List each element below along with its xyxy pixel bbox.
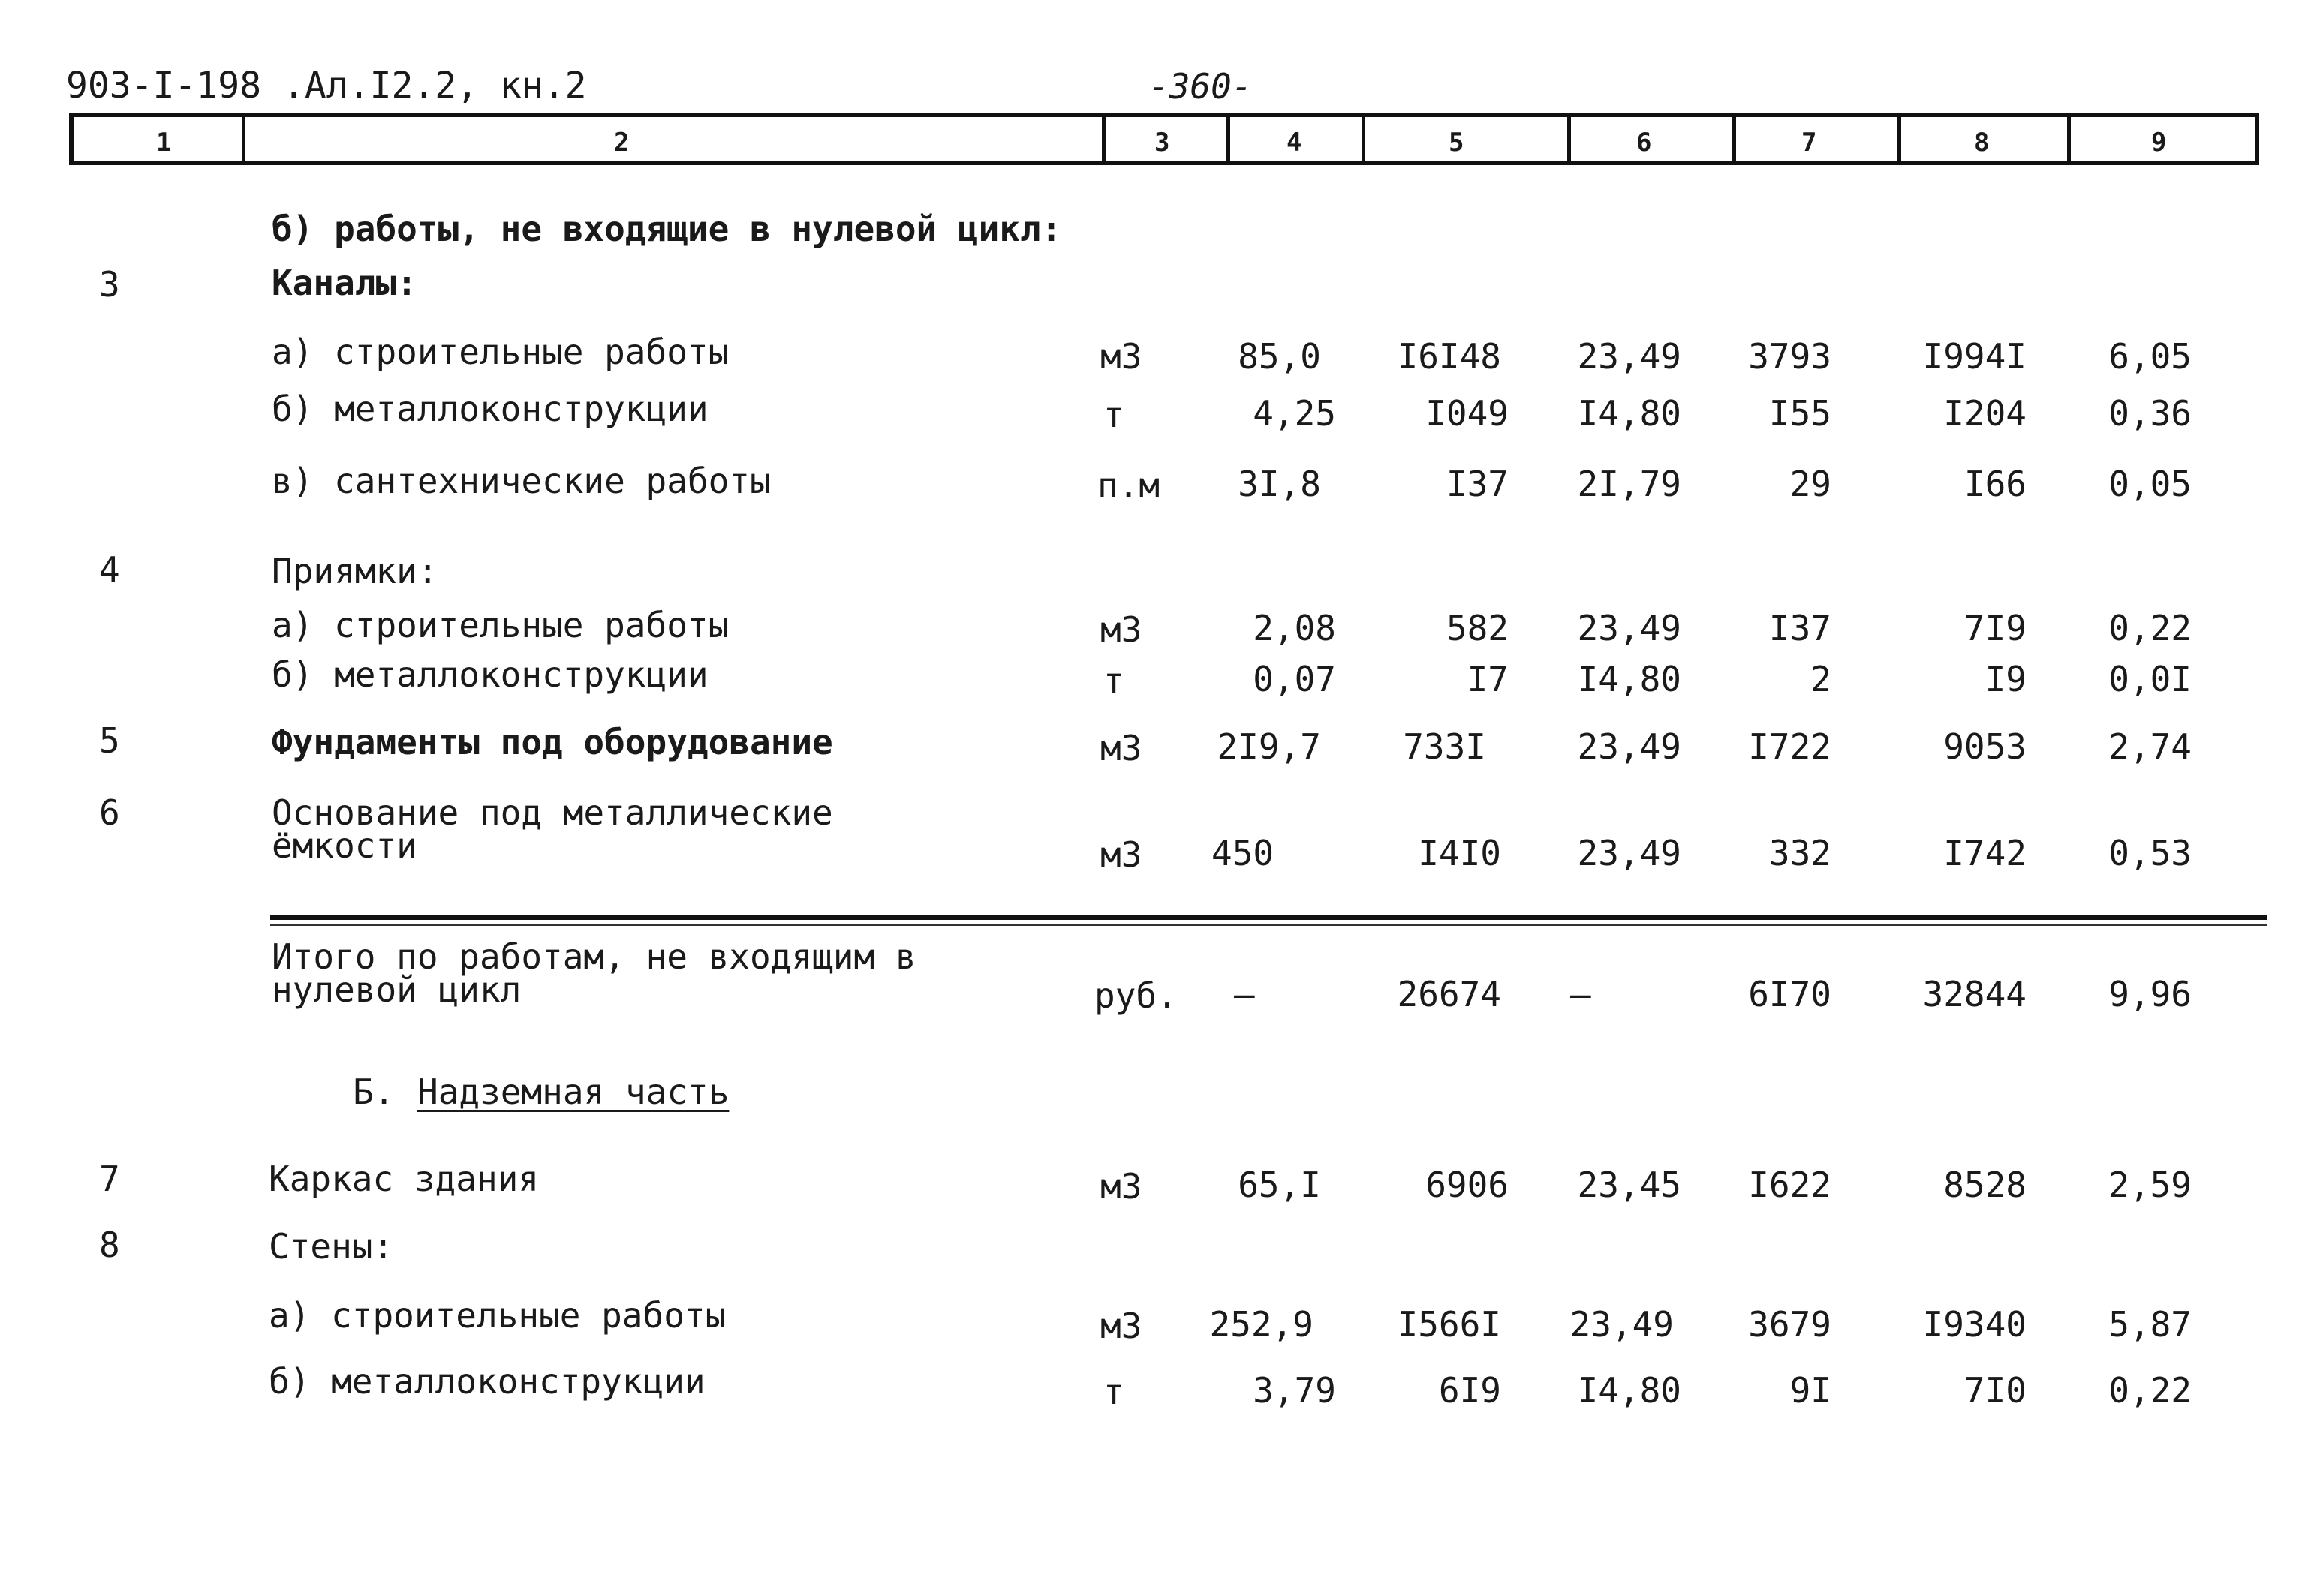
row-unit: т	[1103, 395, 1124, 435]
row-percent: 0,53	[2108, 833, 2192, 873]
row-addition: 3679	[1748, 1304, 1831, 1345]
row-percent: 0,0I	[2108, 659, 2192, 699]
row-total: I9	[1985, 659, 2027, 699]
row-number: 8	[99, 1225, 120, 1265]
column-number: 3	[1154, 128, 1170, 158]
row-addition: I722	[1748, 726, 1831, 767]
row-total: I66	[1963, 464, 2027, 504]
row-quantity: 3I,8	[1238, 464, 1321, 504]
row-addition: I37	[1768, 608, 1831, 648]
row-number: 5	[99, 720, 120, 761]
row-number: 7	[99, 1159, 120, 1199]
row-cost: 6I9	[1438, 1370, 1501, 1411]
row-name: а) строительные работы	[272, 332, 730, 372]
page-number: -360-	[1148, 66, 1253, 107]
row-coefficient: 23,49	[1577, 726, 1681, 767]
row-cost: I7	[1467, 659, 1509, 699]
row-number: 6	[99, 792, 120, 833]
row-name: б) металлоконструкции	[272, 654, 709, 695]
row-name: а) строительные работы	[269, 1295, 727, 1336]
row-unit: м3	[1100, 728, 1142, 768]
row-addition: I622	[1748, 1165, 1831, 1205]
row-unit: м3	[1100, 834, 1142, 875]
row-coefficient: 23,49	[1577, 608, 1681, 648]
row-quantity: 85,0	[1238, 336, 1321, 377]
row-quantity: 0,07	[1253, 659, 1336, 699]
row-unit: т	[1103, 660, 1124, 701]
row-name: б) металлоконструкции	[269, 1361, 706, 1402]
row-coefficient: 2I,79	[1577, 464, 1681, 504]
total-coefficient: –	[1570, 974, 1591, 1014]
row-quantity: 2I9,7	[1217, 726, 1321, 767]
document-code: 903-I-198 .Ал.I2.2, кн.2	[66, 65, 587, 107]
row-percent: 0,05	[2108, 464, 2192, 504]
total-cost: 26674	[1397, 974, 1501, 1014]
row-cost: I37	[1446, 464, 1509, 504]
row-coefficient: 23,49	[1569, 1304, 1674, 1345]
row-cost: I4I0	[1418, 833, 1501, 873]
row-cost: I6I48	[1397, 336, 1501, 377]
row-addition: 332	[1768, 833, 1831, 873]
part-prefix: Б.	[353, 1072, 395, 1112]
row-name: Приямки:	[272, 551, 438, 591]
column-number: 5	[1449, 128, 1464, 158]
row-name: Стены:	[269, 1226, 394, 1267]
column-number: 8	[1974, 128, 1990, 158]
row-coefficient: 23,49	[1577, 336, 1681, 377]
row-coefficient: I4,80	[1577, 1370, 1681, 1411]
part-title: Надземная часть	[417, 1072, 730, 1112]
row-unit: т	[1103, 1372, 1124, 1412]
row-percent: 0,22	[2108, 1370, 2192, 1411]
total-divider-thin	[270, 924, 2267, 926]
row-percent: 0,36	[2108, 393, 2192, 434]
row-quantity: 4,25	[1253, 393, 1336, 434]
row-number: 3	[99, 264, 120, 305]
row-addition: 2	[1810, 659, 1831, 699]
row-unit: м3	[1100, 336, 1142, 377]
column-number: 6	[1636, 128, 1652, 158]
row-name: Фундаменты под оборудование	[272, 722, 833, 762]
total-label: Итого по работам, не входящим в	[272, 936, 916, 977]
row-cost: 6906	[1425, 1165, 1509, 1205]
row-name: Каркас здания	[269, 1159, 540, 1199]
row-total: I204	[1943, 393, 2027, 434]
row-total: I9340	[1922, 1304, 2027, 1345]
total-percent: 9,96	[2108, 974, 2192, 1014]
row-percent: 0,22	[2108, 608, 2192, 648]
row-name: в) сантехнические работы	[272, 461, 771, 501]
row-addition: 3793	[1748, 336, 1831, 377]
row-total: I742	[1943, 833, 2027, 873]
row-addition: 29	[1789, 464, 1831, 504]
row-total: 7I9	[1963, 608, 2027, 648]
column-number-bar	[69, 113, 2259, 165]
row-percent: 6,05	[2108, 336, 2192, 377]
row-cost: 733I	[1403, 726, 1486, 767]
row-quantity: 3,79	[1253, 1370, 1336, 1411]
row-total: I994I	[1922, 336, 2027, 377]
row-name: а) строительные работы	[272, 605, 730, 645]
row-coefficient: I4,80	[1577, 659, 1681, 699]
row-total: 9053	[1943, 726, 2027, 767]
row-quantity: 65,I	[1238, 1165, 1321, 1205]
row-cost: I049	[1425, 393, 1509, 434]
row-name-continued: ёмкости	[272, 825, 417, 866]
column-number: 7	[1801, 128, 1817, 158]
total-label-continued: нулевой цикл	[272, 969, 522, 1010]
subsection-heading: б) работы, не входящие в нулевой цикл:	[272, 209, 1062, 249]
total-divider	[270, 915, 2267, 920]
row-coefficient: I4,80	[1577, 393, 1681, 434]
row-cost: I566I	[1397, 1304, 1501, 1345]
column-number: 1	[156, 128, 172, 158]
row-name: б) металлоконструкции	[272, 389, 709, 429]
column-number: 9	[2151, 128, 2167, 158]
row-addition: 9I	[1789, 1370, 1831, 1411]
row-cost: 582	[1446, 608, 1509, 648]
total-sum: 32844	[1922, 974, 2027, 1014]
total-addition: 6I70	[1748, 974, 1831, 1014]
total-quantity: –	[1234, 974, 1255, 1014]
row-quantity: 2,08	[1253, 608, 1336, 648]
row-unit: п.м	[1097, 465, 1160, 506]
row-addition: I55	[1768, 393, 1831, 434]
column-number: 2	[614, 128, 630, 158]
row-unit: м3	[1100, 1306, 1142, 1346]
row-percent: 2,59	[2108, 1165, 2192, 1205]
row-percent: 5,87	[2108, 1304, 2192, 1345]
row-coefficient: 23,49	[1577, 833, 1681, 873]
column-number: 4	[1286, 128, 1302, 158]
row-name: Основание под металлические	[272, 792, 833, 833]
row-total: 8528	[1943, 1165, 2027, 1205]
row-name: Каналы:	[272, 263, 417, 303]
total-unit: руб.	[1094, 975, 1178, 1016]
row-number: 4	[99, 549, 120, 590]
row-quantity: 450	[1211, 833, 1274, 873]
row-percent: 2,74	[2108, 726, 2192, 767]
row-coefficient: 23,45	[1577, 1165, 1681, 1205]
row-quantity: 252,9	[1209, 1304, 1313, 1345]
row-total: 7I0	[1963, 1370, 2027, 1411]
row-unit: м3	[1100, 1166, 1142, 1207]
row-unit: м3	[1100, 609, 1142, 650]
